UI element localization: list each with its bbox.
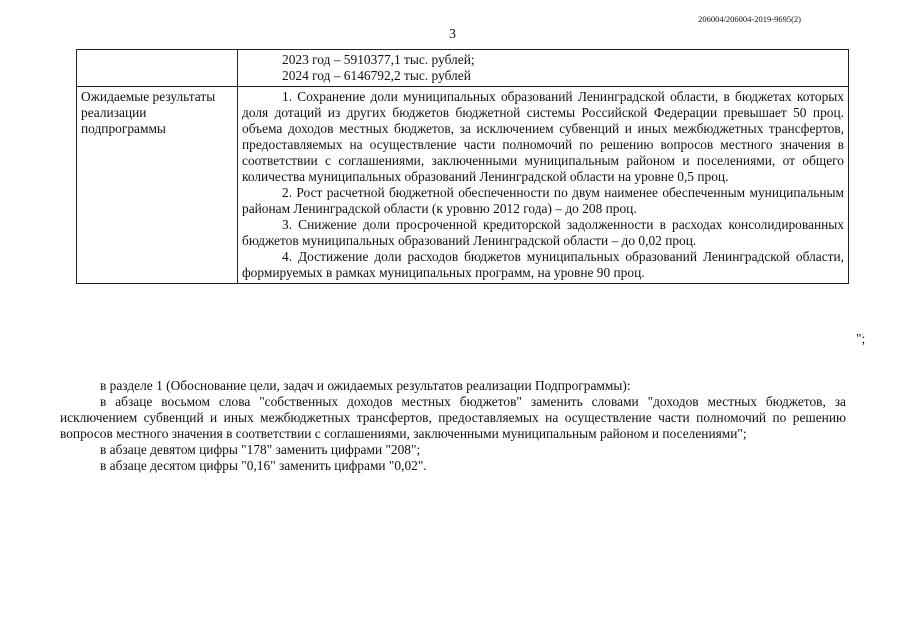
- table-row: [77, 87, 849, 284]
- table-row: [77, 50, 849, 87]
- amendment-paragraph: в разделе 1 (Обоснование цели, задач и ожидаемых результатов реализации Подпрограммы):: [100, 378, 631, 393]
- amendment-paragraph: в абзаце восьмом слова "собственных доходов местных бюджетов" заменить словами "доходов местных бюджетов, за исключением субвенций и иных межбюджетных трансфертов, предоставляемых на осуществление части полномочий по решению вопросов местного значения в соответствии с соглашениями, заключенными муниципальным районом и поселениями";: [60, 394, 846, 441]
- page-number: 3: [449, 27, 456, 42]
- subprogram-table: [76, 49, 849, 284]
- amendment-paragraph: в абзаце девятом цифры "178" заменить цифрами "208";: [100, 442, 421, 457]
- amendment-paragraph: в абзаце десятом цифры "0,16" заменить цифрами "0,02".: [100, 458, 427, 473]
- result-item-3: 3. Снижение доли просроченной кредиторской задолженности в расходах консолидированных бюджетов муниципальных образований Ленинградской области – до 0,02 проц.: [242, 217, 844, 248]
- result-item-4: 4. Достижение доли расходов бюджетов муниципальных образований Ленинградской области, формируемых в рамках муниципальных программ, на уровне 90 проц.: [242, 249, 844, 280]
- expected-results-label: Ожидаемые результаты реализации подпрограммы: [77, 87, 238, 284]
- closing-quote-mark: ";: [856, 331, 866, 346]
- funding-line-2023: 2023 год – 5910377,1 тыс. рублей;: [282, 52, 475, 67]
- funding-line-2024: 2024 год – 6146792,2 тыс. рублей: [282, 68, 471, 83]
- expected-results-cell: [238, 87, 849, 284]
- result-item-2: 2. Рост расчетной бюджетной обеспеченности по двум наименее обеспеченным муниципальным районам Ленинградской области (к уровню 2012 года) – до 208 проц.: [242, 185, 844, 216]
- result-item-1: 1. Сохранение доли муниципальных образований Ленинградской области, в бюджетах которых доля дотаций из других бюджетов бюджетной системы Российской Федерации превышает 50 проц. объема доходов местных бюджетов, за исключением субвенций и иных межбюджетных трансфертов, предоставляемых на осуществление части полномочий по решению вопросов местного значения в соответствии с соглашениями, заключенными муниципальным районом и поселениями, от общего количества муниципальных образований Ленинградской области на уровне 0,5 проц.: [242, 89, 844, 184]
- table-value-cell: [238, 50, 849, 87]
- amendment-text: [60, 378, 846, 474]
- table-label-cell: [77, 50, 238, 87]
- document-number: 206004/206004-2019-9695(2): [698, 14, 801, 24]
